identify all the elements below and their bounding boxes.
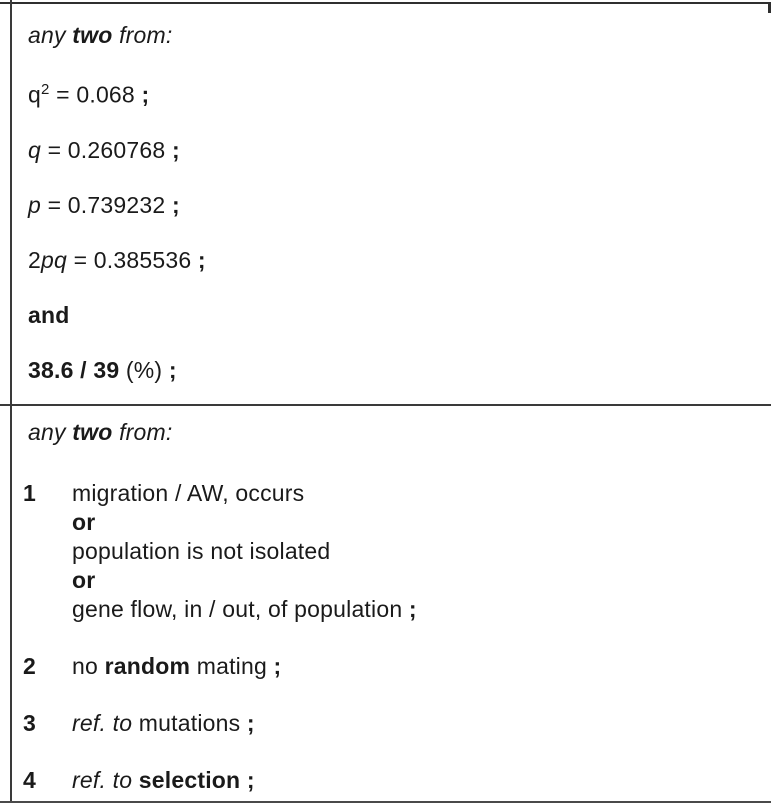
eq-q2-superscript: 2 — [41, 81, 50, 98]
item-2-post: mating — [190, 653, 274, 679]
item-1-text-2: population is not isolated — [72, 538, 331, 564]
item-1-line-2 — [72, 537, 417, 566]
list-item-4 — [23, 766, 761, 795]
item-3-ref-to: ref. to — [72, 710, 133, 736]
result-value: 38.6 / 39 — [28, 356, 120, 383]
guidance-post: from: — [112, 419, 173, 445]
item-1-body — [72, 479, 417, 624]
mark-point-semicolon: ; — [197, 246, 206, 273]
equation-2pq — [28, 246, 761, 274]
table-border-bottom — [0, 801, 771, 803]
guidance-pre: any — [28, 22, 73, 48]
mark-point-semicolon: ; — [171, 191, 180, 218]
mark-point-semicolon: ; — [273, 653, 282, 679]
result-unit: (%) — [119, 356, 169, 383]
item-1-text-3: gene flow, in / out, of population — [72, 596, 409, 622]
eq-q2-base: q — [28, 81, 41, 108]
mark-point-semicolon: ; — [168, 356, 177, 383]
item-2-pre: no — [72, 653, 105, 679]
eq-2pq-coef: 2 — [28, 246, 41, 273]
eq-2pq-value: = 0.385536 — [66, 246, 198, 273]
item-3-body — [72, 709, 255, 738]
mark-point-semicolon: ; — [408, 596, 417, 622]
mark-point-semicolon: ; — [141, 81, 150, 108]
item-4-bold: selection — [132, 767, 247, 793]
mark-point-semicolon: ; — [246, 710, 255, 736]
equation-q — [28, 136, 761, 164]
eq-q2-value: = 0.068 — [49, 81, 142, 108]
guidance-any-two-from — [28, 21, 761, 49]
equation-q-squared — [28, 76, 761, 109]
item-number: 4 — [23, 767, 36, 793]
item-4-ref-to: ref. to — [72, 767, 133, 793]
item-3-post: mutations — [132, 710, 247, 736]
item-number: 1 — [23, 480, 36, 506]
eq-p-var: p — [28, 191, 41, 218]
eq-p-value: = 0.739232 — [41, 191, 172, 218]
guidance-any-two-from — [28, 418, 761, 446]
eq-q-value: = 0.260768 — [41, 136, 172, 163]
guidance-pre: any — [28, 419, 73, 445]
item-2-bold: random — [104, 653, 191, 679]
item-4-body — [72, 766, 255, 795]
or-label: or — [72, 567, 96, 593]
list-item-3 — [23, 709, 761, 738]
list-item-2 — [23, 652, 761, 681]
item-1-line-3 — [72, 595, 417, 624]
item-number: 3 — [23, 710, 36, 736]
eq-q-var: q — [28, 136, 41, 163]
mark-point-semicolon: ; — [246, 767, 255, 793]
guidance-emph: two — [72, 419, 113, 445]
connector-and — [28, 301, 761, 329]
guidance-emph: two — [72, 22, 113, 48]
item-1-or-2 — [72, 566, 417, 595]
guidance-post: from: — [112, 22, 173, 48]
equation-p — [28, 191, 761, 219]
answer-section-top — [12, 4, 769, 402]
item-1-text-1: migration / AW, occurs — [72, 480, 305, 506]
item-2-body — [72, 652, 281, 681]
eq-2pq-var: pq — [41, 246, 67, 273]
item-1-line-1 — [72, 479, 417, 508]
mark-point-semicolon: ; — [171, 136, 180, 163]
list-item-1 — [23, 479, 761, 624]
or-label: or — [72, 509, 96, 535]
answer-section-bottom — [12, 406, 769, 801]
item-1-or-1 — [72, 508, 417, 537]
and-label: and — [28, 301, 70, 328]
result-percentage — [28, 356, 761, 384]
item-number: 2 — [23, 653, 36, 679]
